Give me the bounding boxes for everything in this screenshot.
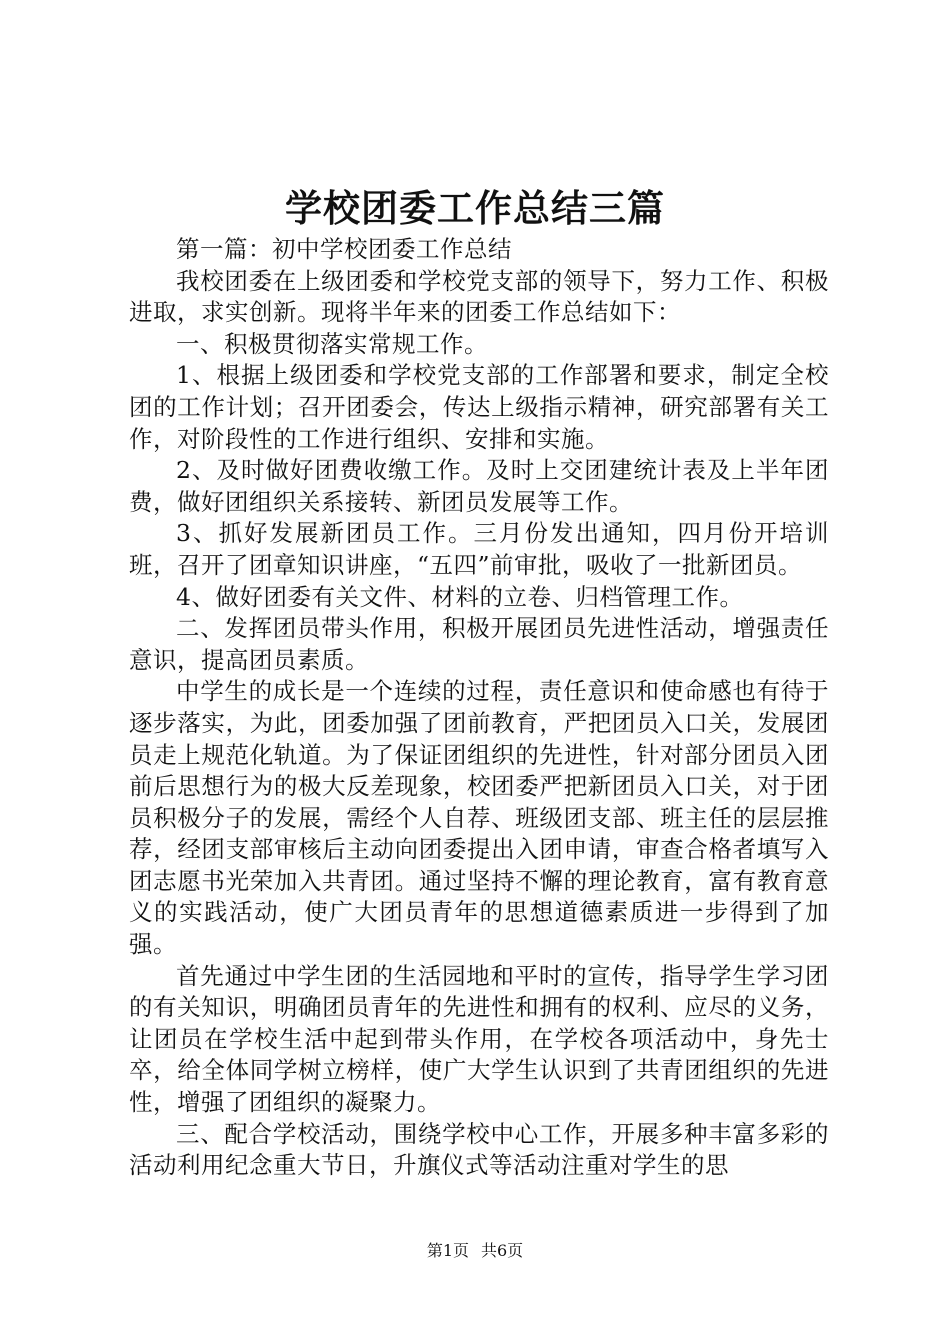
- paragraph: 4、做好团委有关文件、材料的立卷、归档管理工作。: [176, 582, 744, 611]
- paragraph: 三、配合学校活动，围绕学校中心工作，开展多种丰富多彩的活动利用纪念重大节日，升旗仪式等活动注重对学生的思: [129, 1119, 829, 1180]
- paragraph: 中学生的成长是一个连续的过程，责任意识和使命感也有待于逐步落实，为此，团委加强了团前教育，严把团员入口关，发展团员走上规范化轨道。为了保证团组织的先进性，针对部分团员入团前后思想行为的极大反差现象，校团委严把新团员入口关，对于团员积极分子的发展，需经个人自荐、班级团支部、班主任的层层推荐，经团支部审核后主动向团委提出入团申请，审查合格者填写入团志愿书光荣加入共青团。通过坚持不懈的理论教育，富有教育意义的实践活动，使广大团员青年的思想道德素质进一步得到了加强。: [129, 677, 829, 959]
- paragraph: 二、发挥团员带头作用，积极开展团员先进性活动，增强责任意识，提高团员素质。: [129, 614, 829, 674]
- page-footer: [0, 1241, 950, 1261]
- paragraph: 一、积极贯彻落实常规工作。: [176, 329, 488, 358]
- document-body: [129, 234, 829, 1182]
- paragraph: 我校团委在上级团委和学校党支部的领导下，努力工作、积极进取，求实创新。现将半年来的团委工作总结如下：: [129, 266, 829, 327]
- page-total: 共6页: [481, 1241, 524, 1260]
- paragraph: 第一篇：初中学校团委工作总结: [176, 235, 512, 263]
- document-title: 学校团委工作总结三篇: [285, 186, 665, 230]
- paragraph: 2、及时做好团费收缴工作。及时上交团建统计表及上半年团费，做好团组织关系接转、新团员发展等工作。: [129, 456, 829, 516]
- page-number: 第1页: [426, 1241, 469, 1260]
- paragraph: 3、抓好发展新团员工作。三月份发出通知，四月份开培训班，召开了团章知识讲座，“五四”前审批，吸收了一批新团员。: [129, 519, 829, 579]
- paragraph: 首先通过中学生团的生活园地和平时的宣传，指导学生学习团的有关知识，明确团员青年的先进性和拥有的权利、应尽的义务，让团员在学校生活中起到带头作用，在学校各项活动中，身先士卒，给全体同学树立榜样，使广大学生认识到了共青团组织的先进性，增强了团组织的凝聚力。: [129, 961, 829, 1117]
- paragraph: 1、根据上级团委和学校党支部的工作部署和要求，制定全校团的工作计划；召开团委会，传达上级指示精神，研究部署有关工作，对阶段性的工作进行组织、安排和实施。: [129, 361, 829, 453]
